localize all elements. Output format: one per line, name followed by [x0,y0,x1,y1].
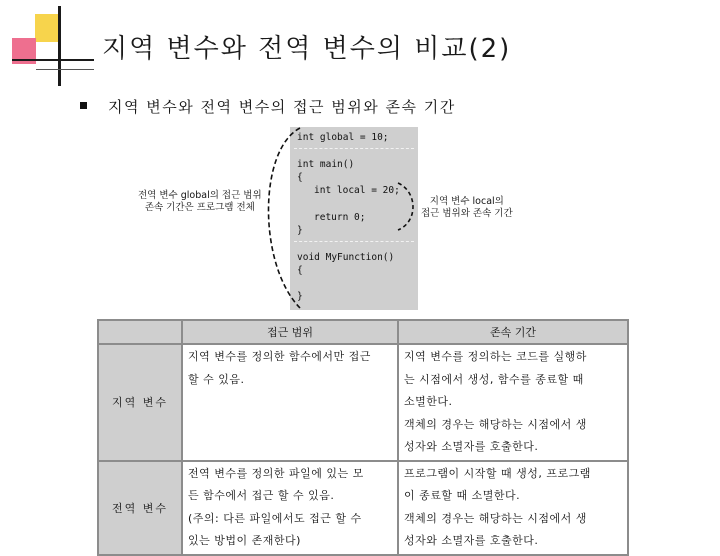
row-label-local: 지역 변수 [98,344,182,461]
code-line-return: return 0; [314,212,366,223]
local-note-line2: 접근 범위와 존속 기간 [421,208,513,219]
code-divider [294,241,414,242]
table-header-corner [98,320,182,344]
cell-line: 지역 변수를 정의한 함수에서만 접근 [188,350,371,363]
table-header-row [98,320,628,344]
bullet-square-icon [80,102,87,109]
row-label-global: 전역 변수 [98,461,182,555]
cell-global-lifetime [398,461,628,555]
code-line-close-brace: } [297,225,303,236]
cell-line: 객체의 경우는 해당하는 시점에서 생 [404,511,587,525]
code-line-open-brace-2: { [297,265,303,276]
cell-line: 지역 변수를 정의하는 코드를 실행하 [404,350,587,363]
cell-line: 이 종료할 때 소멸한다. [404,489,521,502]
decor-horizontal-line-2 [36,69,94,70]
table-header-scope: 접근 범위 [182,320,398,344]
code-line-global: int global = 10; [297,132,389,143]
slide-title: 지역 변수와 전역 변수의 비교(2) [102,34,512,64]
cell-line: 소멸한다. [404,395,453,408]
cell-line: 객체의 경우는 해당하는 시점에서 생 [404,417,587,431]
cell-line: 있는 방법이 존재한다) [188,534,301,547]
global-note-line2: 존속 기간은 프로그램 전체 [144,202,255,213]
table-row [98,344,628,461]
global-note [138,190,262,214]
table-row [98,461,628,555]
decor-vertical-line [58,6,61,86]
cell-local-lifetime [398,344,628,461]
decor-horizontal-line [12,59,94,61]
code-panel [290,127,418,310]
cell-line: 프로그램이 시작할 때 생성, 프로그램 [404,466,591,480]
code-line-local: int local = 20; [314,185,400,196]
cell-line: 성자와 소멸자를 호출한다. [404,534,539,547]
local-note-line1: 지역 변수 local의 [429,196,504,207]
cell-line: 전역 변수를 정의한 파일에 있는 모 [188,466,364,480]
local-note [421,196,513,220]
cell-global-scope [182,461,398,555]
bullet-text: 지역 변수와 전역 변수의 접근 범위와 존속 기간 [108,98,456,116]
code-line-open-brace: { [297,172,303,183]
code-divider [294,148,414,149]
code-line-myfunction: void MyFunction() [297,252,395,263]
cell-line: 는 시점에서 생성, 함수를 종료할 때 [404,372,584,386]
cell-line: 든 함수에서 접근 할 수 있음. [188,489,335,502]
code-line-main: int main() [297,159,355,170]
cell-line: 할 수 있음. [188,372,245,386]
comparison-table [97,319,629,556]
cell-local-scope [182,344,398,461]
cell-line: (주의: 다른 파일에서도 접근 할 수 [188,511,362,525]
global-note-line1: 전역 변수 global의 접근 범위 [138,190,262,201]
cell-line: 성자와 소멸자를 호출한다. [404,440,539,453]
table-header-lifetime: 존속 기간 [398,320,628,344]
code-line-close-brace-2: } [297,291,303,302]
